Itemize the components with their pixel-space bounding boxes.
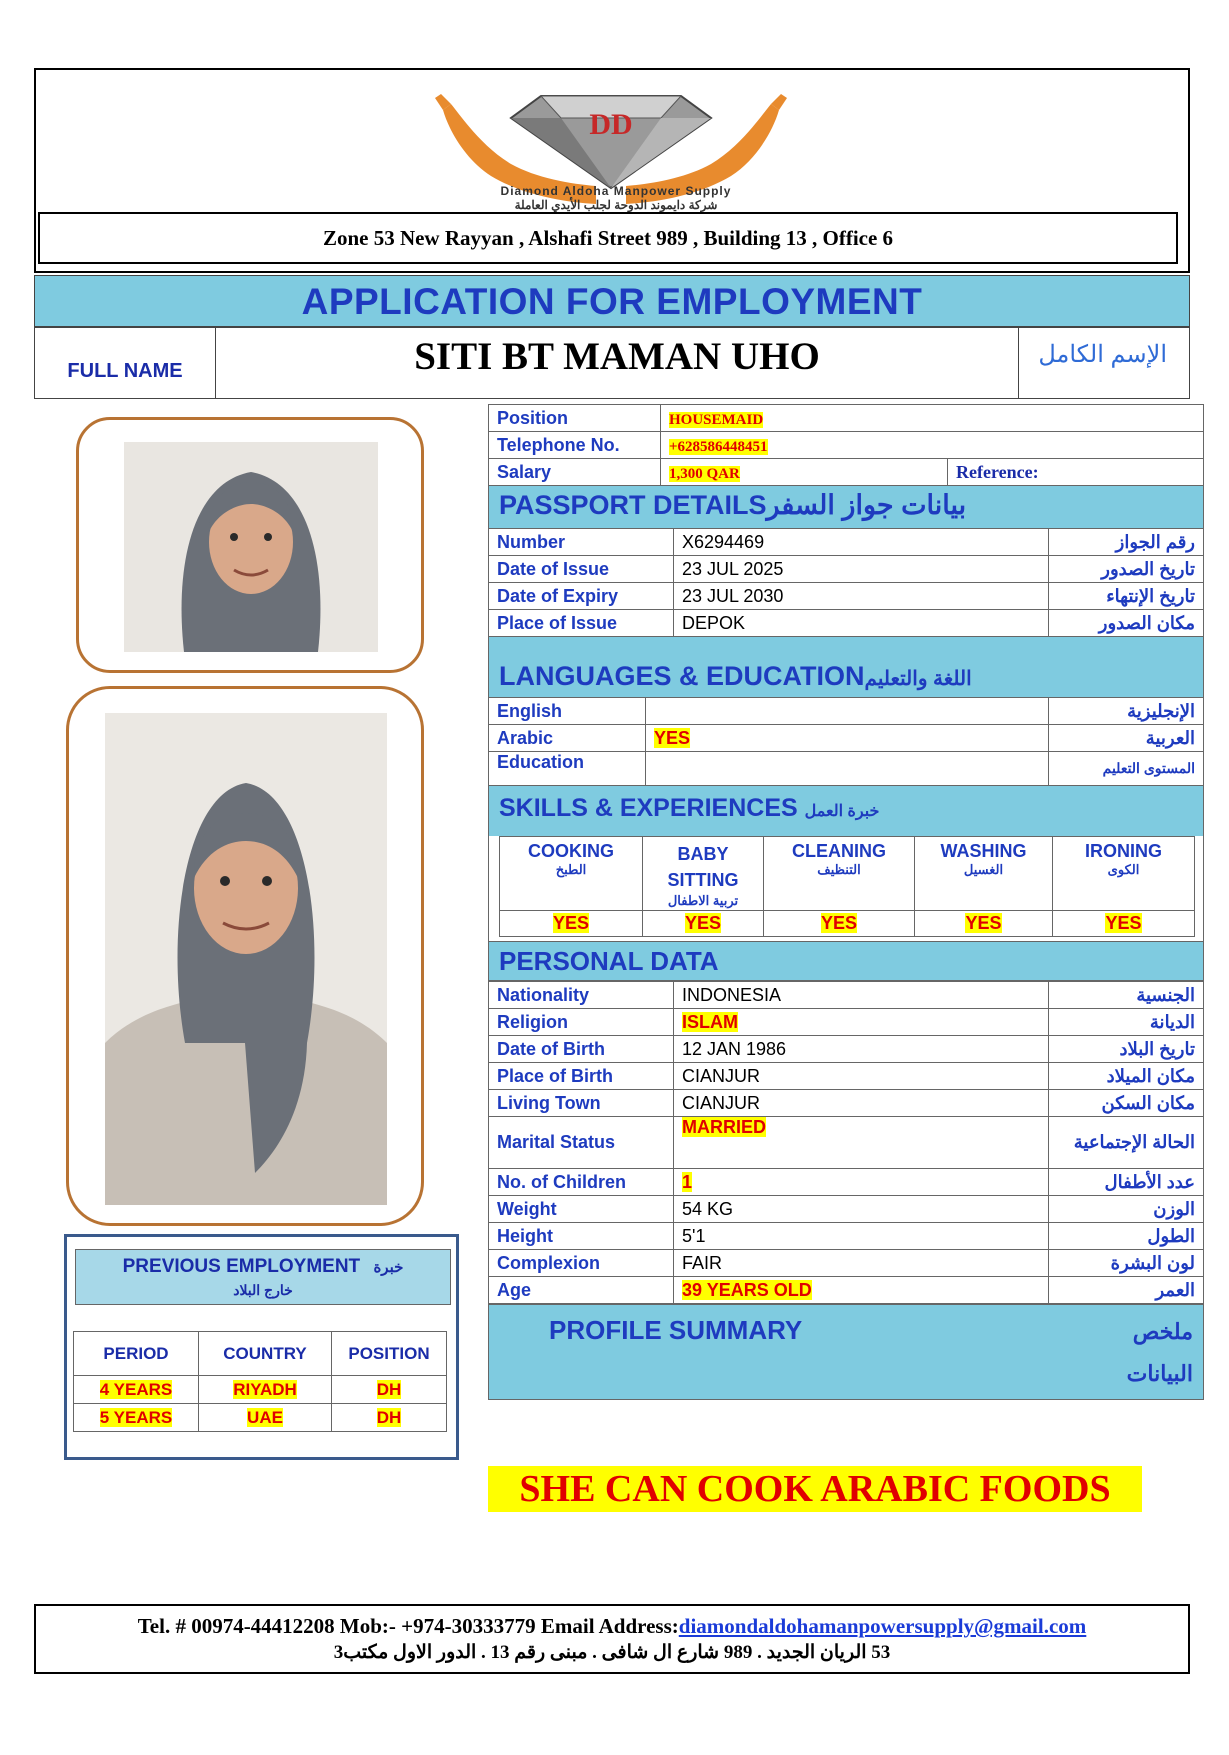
- col-header-period: PERIOD: [74, 1332, 199, 1376]
- personal-label-ar: مكان السكن: [1049, 1090, 1204, 1117]
- personal-value: CIANJUR: [674, 1063, 1049, 1090]
- personal-value: MARRIED: [682, 1117, 766, 1137]
- full-name-row: [34, 327, 1190, 399]
- applicant-photo-full: [105, 713, 387, 1205]
- skill-label: CLEANING: [792, 841, 886, 861]
- period-cell: 5 YEARS: [99, 1407, 173, 1427]
- skills-area: [488, 836, 1204, 941]
- footer-box: [34, 1604, 1190, 1674]
- passport-label-ar: رقم الجواز: [1049, 529, 1204, 556]
- salary-label: Salary: [489, 459, 661, 486]
- language-label-ar: العربية: [1049, 725, 1204, 752]
- skill-label-ar: تربية الاطفال: [667, 893, 739, 908]
- skill-value: YES: [1105, 913, 1142, 933]
- company-name-ar: شركة دايموند الدوحة لجلب الأيدي العاملة: [514, 198, 718, 212]
- personal-value: 1: [682, 1171, 693, 1192]
- previous-employment-title-ar-2: خارج البلاد: [233, 1282, 293, 1298]
- applicant-photo-portrait: [124, 442, 378, 652]
- position-cell: DH: [376, 1379, 402, 1399]
- skill-label-ar: الغسيل: [963, 862, 1004, 877]
- language-label-ar: الإنجليزية: [1049, 698, 1204, 725]
- profile-title-ar-2: البيانات: [1126, 1361, 1193, 1386]
- skill-value: YES: [965, 913, 1002, 933]
- personal-label-ar: عدد الأطفال: [1049, 1169, 1204, 1196]
- passport-label-ar: تاريخ الإنتهاء: [1049, 583, 1204, 610]
- language-value: YES: [654, 727, 691, 748]
- personal-label: Living Town: [489, 1090, 674, 1117]
- telephone-label: Telephone No.: [489, 432, 661, 459]
- personal-label: Place of Birth: [489, 1063, 674, 1090]
- personal-value: ISLAM: [682, 1011, 738, 1032]
- salary-value: 1,300 QAR: [669, 465, 740, 482]
- passport-label-ar: مكان الصدور: [1049, 610, 1204, 637]
- language-label-ar: المستوى التعليم: [1049, 752, 1204, 786]
- personal-label-ar: العمر: [1049, 1277, 1204, 1304]
- personal-value: FAIR: [674, 1250, 1049, 1277]
- personal-label-ar: الديانة: [1049, 1009, 1204, 1036]
- personal-label: No. of Children: [489, 1169, 674, 1196]
- skill-label: BABY SITTING: [667, 844, 739, 890]
- profile-title-ar-1: ملخص: [1132, 1319, 1193, 1344]
- personal-title: PERSONAL DATA: [499, 946, 719, 976]
- col-header-country: COUNTRY: [199, 1332, 332, 1376]
- personal-label: Nationality: [489, 982, 674, 1009]
- skills-table: [499, 836, 1195, 937]
- position-value: HOUSEMAID: [669, 411, 764, 428]
- full-name-label: FULL NAME: [67, 360, 183, 382]
- passport-value: 23 JUL 2030: [674, 583, 1049, 610]
- passport-value: X6294469: [674, 529, 1049, 556]
- country-cell: RIYADH: [233, 1379, 297, 1399]
- previous-employment-title: PREVIOUS EMPLOYMENT: [122, 1256, 361, 1277]
- passport-title: PASSPORT DETAILS: [499, 490, 767, 520]
- personal-label: Age: [489, 1277, 674, 1304]
- personal-label-ar: مكان الميلاد: [1049, 1063, 1204, 1090]
- company-name-en: Diamond Aldoha Manpower Supply: [500, 184, 732, 198]
- passport-value: 23 JUL 2025: [674, 556, 1049, 583]
- previous-employment-box: [64, 1234, 459, 1460]
- country-cell: UAE: [247, 1407, 283, 1427]
- reference-label: Reference:: [948, 459, 1204, 486]
- personal-label: Marital Status: [489, 1117, 674, 1169]
- page-title: APPLICATION FOR EMPLOYMENT: [34, 275, 1190, 327]
- personal-label: Complexion: [489, 1250, 674, 1277]
- languages-section-header: [488, 637, 1204, 697]
- skill-label-ar: التنظيف: [817, 862, 861, 877]
- skill-label-ar: الطبخ: [555, 862, 587, 877]
- profile-summary-section: [488, 1304, 1204, 1400]
- skill-value: YES: [552, 913, 590, 933]
- personal-value: 5'1: [674, 1223, 1049, 1250]
- language-label: Education: [489, 752, 646, 786]
- period-cell: 4 YEARS: [99, 1379, 173, 1399]
- personal-label-ar: الجنسية: [1049, 982, 1204, 1009]
- passport-label-ar: تاريخ الصدور: [1049, 556, 1204, 583]
- personal-label: Weight: [489, 1196, 674, 1223]
- languages-table: [488, 697, 1204, 786]
- personal-label-ar: لون البشرة: [1049, 1250, 1204, 1277]
- personal-section-header: [488, 941, 1204, 981]
- previous-employment-header: [75, 1249, 451, 1305]
- personal-label-ar: الطول: [1049, 1223, 1204, 1250]
- personal-value: 54 KG: [674, 1196, 1049, 1223]
- personal-value: INDONESIA: [674, 982, 1049, 1009]
- passport-table: [488, 528, 1204, 637]
- photo-frame-small: [76, 417, 424, 673]
- personal-label: Religion: [489, 1009, 674, 1036]
- skill-label: COOKING: [527, 841, 614, 861]
- personal-label-ar: الوزن: [1049, 1196, 1204, 1223]
- skills-title-ar: خبرة العمل: [804, 803, 880, 820]
- full-name-value: SITI BT MAMAN UHO: [414, 335, 820, 378]
- skill-value: YES: [820, 913, 858, 933]
- passport-section-header: [488, 486, 1204, 528]
- remark-banner: SHE CAN COOK ARABIC FOODS: [488, 1466, 1142, 1512]
- photo-frame-large: [66, 686, 424, 1226]
- skills-title: SKILLS & EXPERIENCES: [499, 794, 798, 822]
- address-box: [38, 212, 1178, 264]
- personal-value: 39 YEARS OLD: [682, 1279, 812, 1300]
- passport-value: DEPOK: [674, 610, 1049, 637]
- passport-label: Date of Expiry: [489, 583, 674, 610]
- personal-value: CIANJUR: [674, 1090, 1049, 1117]
- skill-value: YES: [684, 913, 722, 933]
- language-label: Arabic: [489, 725, 646, 752]
- skill-label-ar: الكوى: [1107, 862, 1140, 877]
- personal-table: [488, 981, 1204, 1304]
- footer-email-link[interactable]: diamondaldohamanpowersupply@gmail.com: [678, 1614, 1087, 1638]
- skill-label: IRONING: [1084, 841, 1162, 861]
- personal-label: Date of Birth: [489, 1036, 674, 1063]
- col-header-position: POSITION: [332, 1332, 447, 1376]
- passport-title-ar: بيانات جواز السفر: [766, 490, 967, 520]
- footer-contact: Tel. # 00974-44412208 Mob:- +974-30333779 Email Address:: [137, 1614, 679, 1638]
- language-label: English: [489, 698, 646, 725]
- full-name-label-ar: الإسم الكامل: [1038, 341, 1167, 368]
- logo-letters: DD: [589, 108, 633, 141]
- position-label: Position: [489, 405, 661, 432]
- company-address: Zone 53 New Rayyan , Alshafi Street 989 , Building 13 , Office 6: [322, 226, 894, 250]
- skill-label: WASHING: [940, 841, 1027, 861]
- passport-label: Date of Issue: [489, 556, 674, 583]
- personal-value: 12 JAN 1986: [674, 1036, 1049, 1063]
- position-cell: DH: [376, 1407, 402, 1427]
- personal-label-ar: تاريخ البلاد: [1049, 1036, 1204, 1063]
- profile-title: PROFILE SUMMARY: [549, 1315, 803, 1345]
- skills-section-header: [488, 786, 1204, 836]
- previous-employment-title-ar-1: خبرة: [373, 1259, 404, 1276]
- previous-employment-table: [73, 1331, 447, 1432]
- position-table: [488, 404, 1204, 486]
- personal-label: Height: [489, 1223, 674, 1250]
- passport-label: Place of Issue: [489, 610, 674, 637]
- details-column: [488, 404, 1204, 1400]
- footer-address-ar: 53 الريان الجديد . 989 شارع ال شافى . مبنى رقم 13 . الدور الاول مكتب3: [333, 1642, 891, 1663]
- personal-label-ar: الحالة الإجتماعية: [1049, 1117, 1204, 1169]
- languages-title-ar: اللغة والتعليم: [864, 668, 972, 690]
- languages-title: LANGUAGES & EDUCATION: [499, 661, 865, 691]
- passport-label: Number: [489, 529, 674, 556]
- telephone-value: +628586448451: [669, 438, 768, 455]
